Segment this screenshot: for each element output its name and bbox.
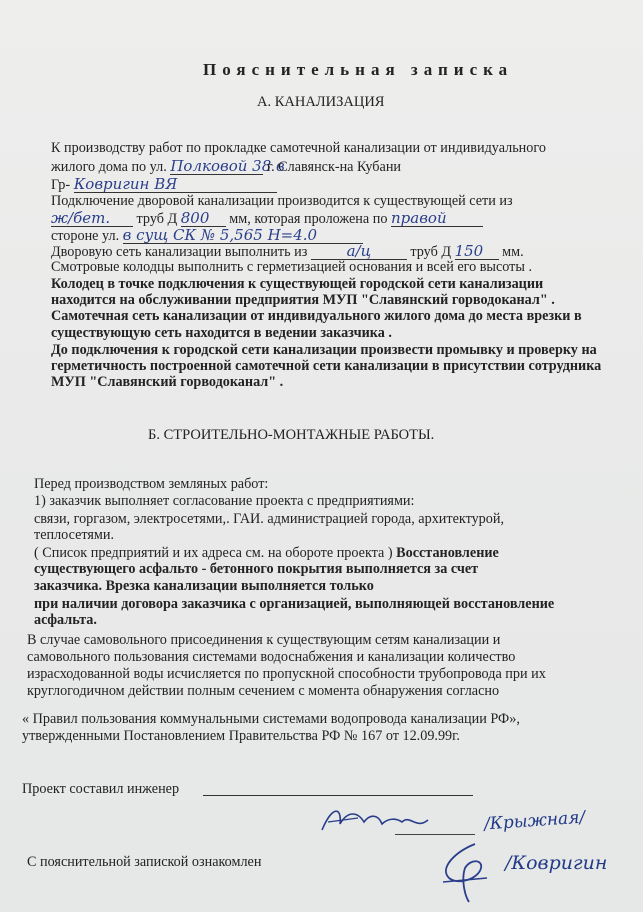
section-a-heading: А. КАНАЛИЗАЦИЯ xyxy=(257,94,385,110)
text-fragment: жилого дома по ул. xyxy=(51,159,167,175)
acknowledgement-label: С пояснительной запиской ознакомлен xyxy=(27,854,262,870)
section-b-heading: Б. СТРОИТЕЛЬНО-МОНТАЖНЫЕ РАБОТЫ. xyxy=(148,427,435,443)
handwritten-material: а/ц xyxy=(311,243,407,260)
text-fragment: мм, которая проложена по xyxy=(229,211,388,227)
bold-line: МУП "Славянский горводоканал" . xyxy=(51,374,284,390)
bold-line: асфальта. xyxy=(34,612,97,628)
handwritten-material: ж/бет. xyxy=(51,210,133,227)
text-fragment: мм. xyxy=(502,244,524,260)
signature-underline xyxy=(395,834,475,835)
handwritten-street: Полковой 38 в xyxy=(170,157,285,175)
bold-line: при наличии договора заказчика с организацией, выполняющей восстановление xyxy=(34,596,555,612)
text-line: « Правил пользования коммунальными системами водопровода канализации РФ», xyxy=(22,711,520,727)
text-line: 1) заказчик выполняет согласование проекта с предприятиями: xyxy=(34,493,415,509)
text-line xyxy=(51,227,363,244)
engineer-label: Проект составил инженер xyxy=(22,781,180,797)
text-line xyxy=(51,176,277,193)
text-line: Подключение дворовой канализации производится к существующей сети из xyxy=(51,193,513,209)
handwritten-side: правой xyxy=(391,210,483,227)
text-line: К производству работ по прокладке самотечной канализации от индивидуального xyxy=(51,140,546,156)
bold-line: До подключения к городской сети канализации произвести промывку и проверку на xyxy=(51,342,597,358)
engineer-handwritten-name: /Крыжная/ xyxy=(483,807,586,835)
text-fragment: стороне ул. xyxy=(51,228,120,244)
text-line xyxy=(51,243,524,260)
handwritten-diameter: 150 xyxy=(455,243,499,260)
text-line: израсходованной воды исчисляется по пропускной способности трубопровода при их xyxy=(27,666,546,682)
bold-line: существующую сеть находится в ведении заказчика . xyxy=(51,325,392,341)
text-fragment: г. Славянск-на Кубани xyxy=(266,159,402,175)
bold-line: Колодец в точке подключения к существующей городской сети канализации xyxy=(51,276,544,292)
text-fragment: Восстановление xyxy=(396,545,499,561)
text-line: круглогодичном действии полным сечением с момента обнаружения согласно xyxy=(27,683,500,699)
text-line xyxy=(51,210,483,227)
doc-title: Пояснительная записка xyxy=(203,60,514,79)
bold-line: Самотечная сеть канализации от индивидуального жилого дома до места врезки в xyxy=(51,308,582,324)
text-line: утвержденными Постановлением Правительства РФ № 167 от 12.09.99г. xyxy=(22,728,460,744)
handwritten-name: Ковригин ВЯ xyxy=(74,176,277,193)
text-fragment: труб Д xyxy=(410,244,452,260)
text-line: Перед производством земляных работ: xyxy=(34,476,269,492)
handwritten-well-reference: в сущ СК № 5,565 Н=4.0 xyxy=(123,227,363,244)
bold-line: существующего асфальто - бетонного покрытия выполняется за счет xyxy=(34,561,479,577)
handwritten-diameter: 800 xyxy=(181,210,226,227)
text-fragment: Гр- xyxy=(51,177,71,193)
bold-line: находится на обслуживании предприятия МУП "Славянский горводоканал" . xyxy=(51,292,555,308)
text-line: теплосетями. xyxy=(34,527,115,543)
text-line xyxy=(51,158,401,175)
customer-handwritten-name: /Ковригин xyxy=(505,852,608,874)
signature-line xyxy=(203,795,473,796)
text-fragment: Дворовую сеть канализации выполнить из xyxy=(51,244,308,260)
customer-signature xyxy=(435,838,505,904)
bold-line: заказчика. Врезка канализации выполняется только xyxy=(34,578,374,594)
text-line: связи, горгазом, электросетями,. ГАИ. администрацией города, архитектурой, xyxy=(34,511,505,527)
bold-line: герметичность построенной самотечной сети канализации в присутствии сотрудника xyxy=(51,358,602,374)
text-fragment: труб Д xyxy=(136,211,178,227)
text-line xyxy=(34,545,499,561)
text-line: самовольного пользования системами водоснабжения и канализации количество xyxy=(27,649,516,665)
text-line: Смотровые колодцы выполнить с герметизацией основания и всей его высоты . xyxy=(51,259,532,275)
text-line: В случае самовольного присоединения к существующим сетям канализации и xyxy=(27,632,501,648)
text-fragment: ( Список предприятий и их адреса см. на обороте проекта ) xyxy=(34,545,393,561)
